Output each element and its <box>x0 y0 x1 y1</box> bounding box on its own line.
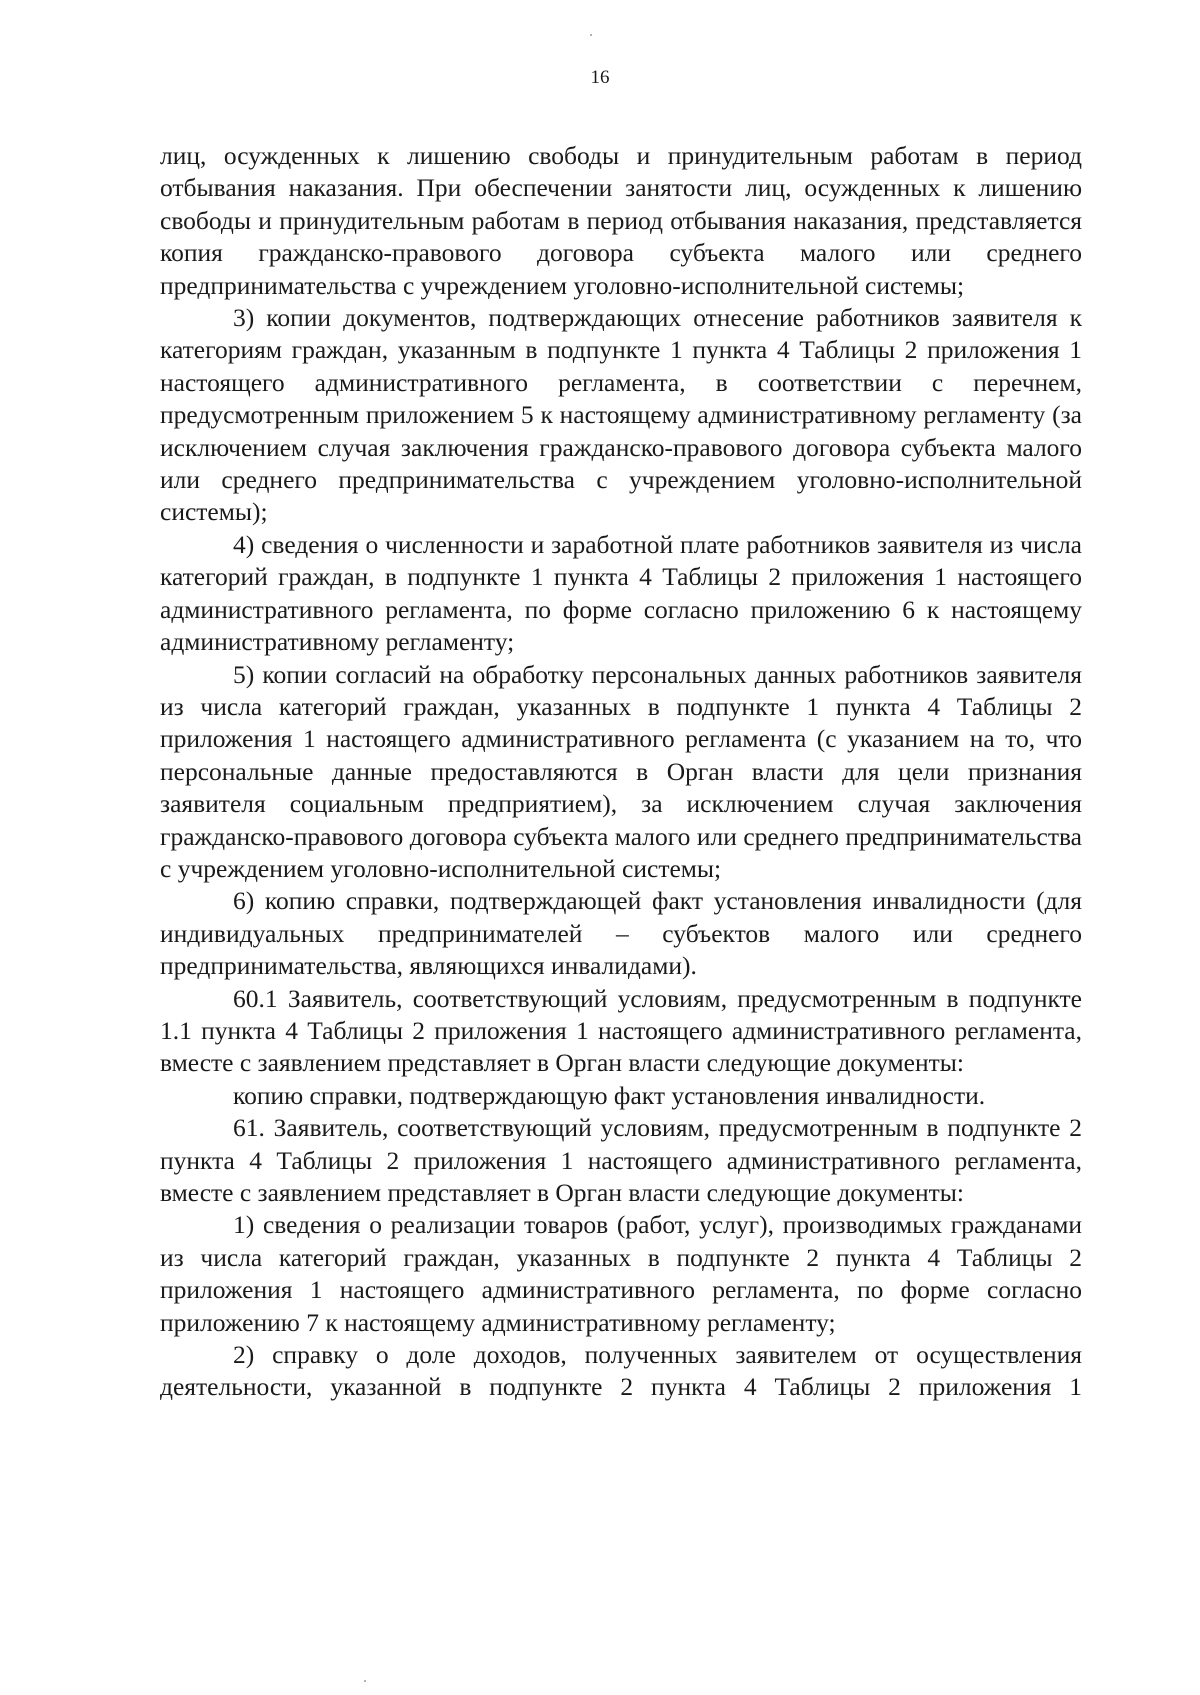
paragraph-clause-60-1: 60.1 Заявитель, соответствующий условиям, предусмотренным в подпункте 1.1 пункта 4 Таблицы 2 приложения 1 настоящего административного регламента, вместе с заявлением представляет в Орган власти следующие документы: <box>160 983 1082 1078</box>
paragraph-item-3: 3) копии документов, подтверждающих отнесение работников заявителя к категориям граждан, указанным в подпункте 1 пункта 4 Таблицы 2 приложения 1 настоящего административного регламента, в соответствии с перечнем, предусмотренным приложением 5 к настоящему административному регламенту (за исключением случая заключения гражданско-правового договора субъекта малого или среднего предпринимательства с учреждением уголовно-исполнительной системы); <box>160 303 1082 527</box>
page-number: 16 <box>590 67 610 88</box>
paragraph-continuation: лиц, осужденных к лишению свободы и принудительным работам в период отбывания наказания. При обеспечении занятости лиц, осужденных к лишению свободы и принудительным работам в период отбывания наказания, представляется копия гражданско-правового договора субъекта малого или среднего предпринимательства с учреждением уголовно-исполнительной системы; <box>160 141 1082 300</box>
scan-speck <box>364 1680 366 1682</box>
paragraph-clause-60-1-document: копию справки, подтверждающую факт установления инвалидности. <box>233 1080 986 1110</box>
paragraph-clause-61-item-2: 2) справку о доле доходов, полученных заявителем от осуществления деятельности, указанной в подпункте 2 пункта 4 Таблицы 2 приложения 1 <box>160 1340 1082 1402</box>
paragraph-item-4: 4) сведения о численности и заработной плате работников заявителя из числа категорий граждан, в подпункте 1 пункта 4 Таблицы 2 приложения 1 настоящего административного регламента, по форме согласно приложению 6 к настоящему административному регламенту; <box>160 529 1082 657</box>
paragraph-clause-61: 61. Заявитель, соответствующий условиям, предусмотренным в подпункте 2 пункта 4 Таблицы 2 приложения 1 настоящего административного регламента, вместе с заявлением представляет в Орган власти следующие документы: <box>160 1113 1082 1207</box>
paragraph-item-6: 6) копию справки, подтверждающей факт установления инвалидности (для индивидуальных предпринимателей – субъектов малого или среднего предпринимательства, являющихся инвалидами). <box>160 886 1082 981</box>
scan-speck <box>590 34 592 36</box>
paragraph-clause-61-item-1: 1) сведения о реализации товаров (работ, услуг), производимых гражданами из числа категорий граждан, указанных в подпункте 2 пункта 4 Таблицы 2 приложения 1 настоящего административного регламента, по форме согласно приложению 7 к настоящему административному регламенту; <box>160 1210 1082 1337</box>
document-body <box>160 140 1082 1404</box>
paragraph-item-5: 5) копии согласий на обработку персональных данных работников заявителя из числа категорий граждан, указанных в подпункте 1 пункта 4 Таблицы 2 приложения 1 настоящего административного регламента (с указанием на то, что персональные данные предоставляются в Орган власти для цели признания заявителя социальным предприятием), за исключением случая заключения гражданско-правового договора субъекта малого или среднего предпринимательства с учреждением уголовно-исполнительной системы; <box>160 659 1082 883</box>
